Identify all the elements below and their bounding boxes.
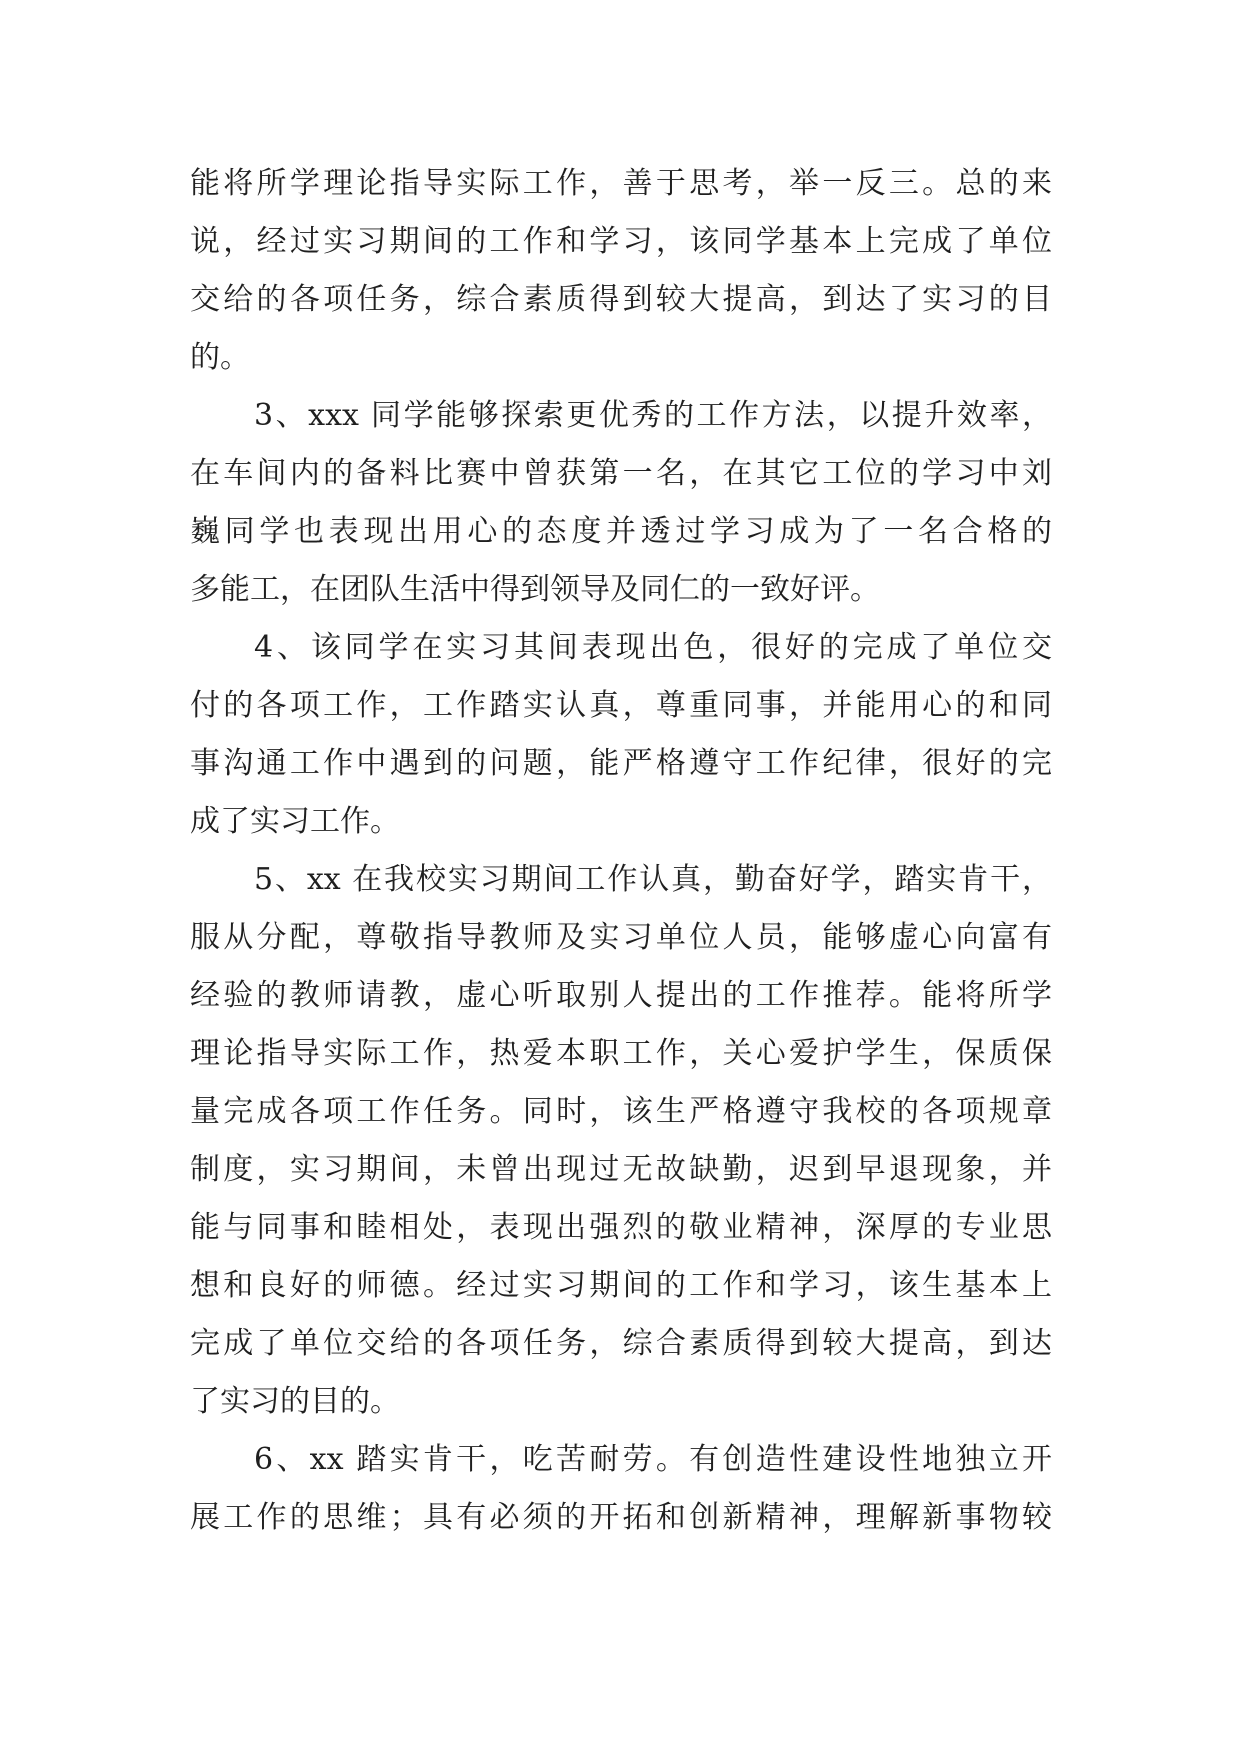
text-line: 付的各项工作，工作踏实认真，尊重同事，并能用心的和同 bbox=[190, 688, 1052, 723]
text-line: 巍同学也表现出用心的态度并透过学习成为了一名合格的 bbox=[190, 514, 1052, 549]
text-line: 服从分配，尊敬指导教师及实习单位人员，能够虚心向富有 bbox=[190, 920, 1052, 955]
paragraph bbox=[190, 619, 1052, 851]
text-line: 完成了单位交给的各项任务，综合素质得到较大提高，到达 bbox=[190, 1326, 1052, 1361]
text-line: 3、xxx 同学能够探索更优秀的工作方法，以提升效率， bbox=[254, 398, 1052, 433]
text-line: 6、xx 踏实肯干，吃苦耐劳。有创造性建设性地独立开 bbox=[254, 1442, 1052, 1477]
text-line: 交给的各项任务，综合素质得到较大提高，到达了实习的目 bbox=[190, 282, 1052, 317]
text-line: 经验的教师请教，虚心听取别人提出的工作推荐。能将所学 bbox=[190, 978, 1052, 1013]
text-line: 的。 bbox=[190, 340, 250, 375]
text-line: 量完成各项工作任务。同时，该生严格遵守我校的各项规章 bbox=[190, 1094, 1052, 1129]
text-line: 多能工，在团队生活中得到领导及同仁的一致好评。 bbox=[190, 572, 880, 607]
text-line: 想和良好的师德。经过实习期间的工作和学习，该生基本上 bbox=[190, 1268, 1052, 1303]
text-line: 事沟通工作中遇到的问题，能严格遵守工作纪律，很好的完 bbox=[190, 746, 1052, 781]
text-line: 4、该同学在实习其间表现出色，很好的完成了单位交 bbox=[254, 630, 1052, 665]
text-line: 5、xx 在我校实习期间工作认真，勤奋好学，踏实肯干， bbox=[254, 862, 1052, 897]
text-line: 理论指导实际工作，热爱本职工作，关心爱护学生，保质保 bbox=[190, 1036, 1052, 1071]
text-line: 了实习的目的。 bbox=[190, 1384, 400, 1419]
text-line: 能将所学理论指导实际工作，善于思考，举一反三。总的来 bbox=[190, 166, 1052, 201]
paragraph bbox=[190, 155, 1052, 387]
paragraph bbox=[190, 387, 1052, 619]
document-body bbox=[190, 155, 1052, 1547]
text-line: 说，经过实习期间的工作和学习，该同学基本上完成了单位 bbox=[190, 224, 1052, 259]
text-line: 成了实习工作。 bbox=[190, 804, 400, 839]
text-line: 制度，实习期间，未曾出现过无故缺勤，迟到早退现象，并 bbox=[190, 1152, 1052, 1187]
paragraph bbox=[190, 851, 1052, 1431]
paragraph bbox=[190, 1431, 1052, 1547]
text-line: 展工作的思维；具有必须的开拓和创新精神，理解新事物较 bbox=[190, 1500, 1052, 1535]
text-line: 在车间内的备料比赛中曾获第一名，在其它工位的学习中刘 bbox=[190, 456, 1052, 491]
text-line: 能与同事和睦相处，表现出强烈的敬业精神，深厚的专业思 bbox=[190, 1210, 1052, 1245]
